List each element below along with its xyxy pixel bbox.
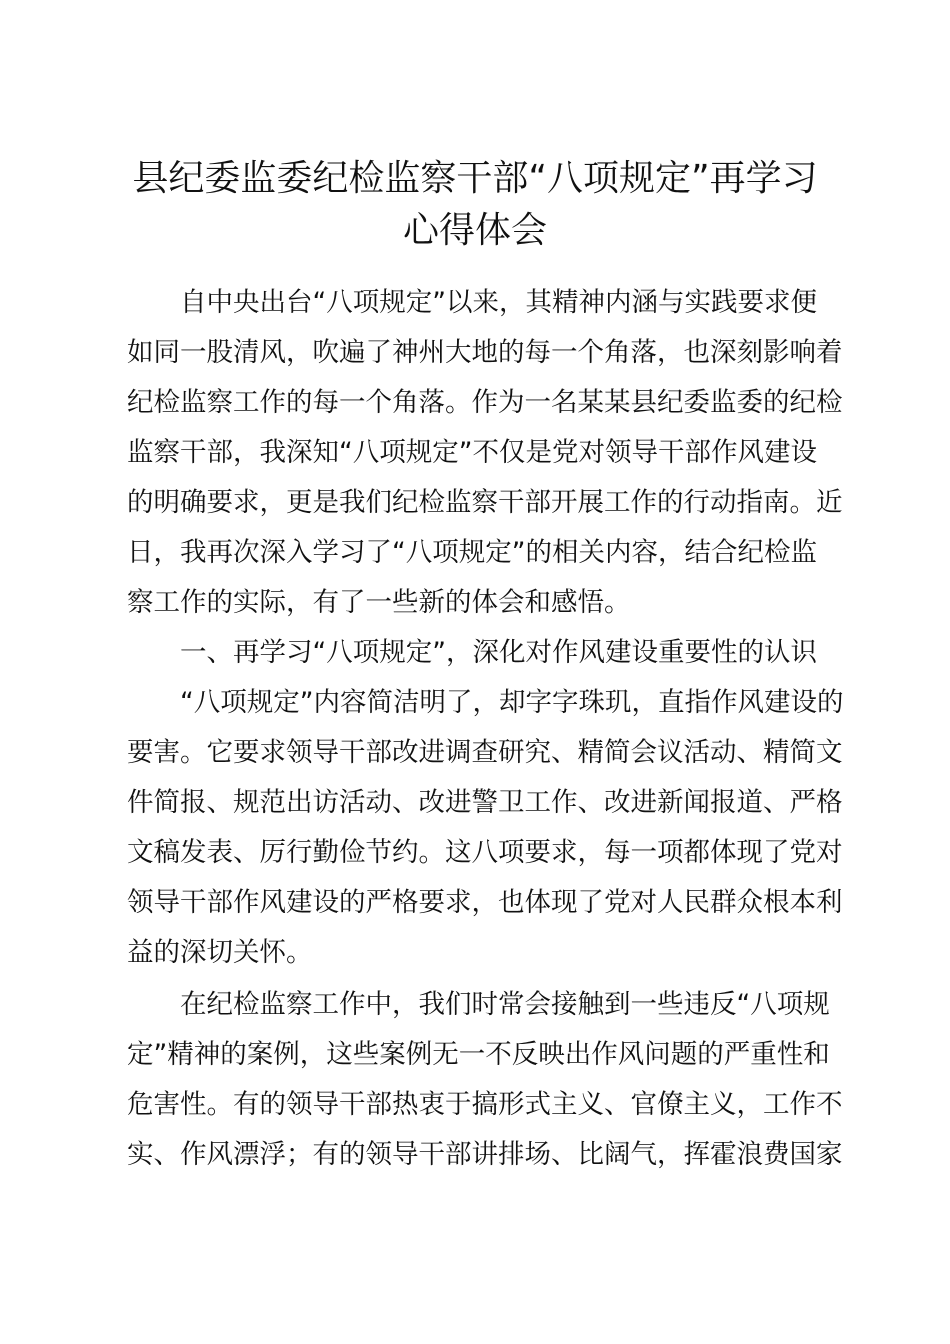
paragraph-line: 自中央出台“八项规定”以来，其精神内涵与实践要求便	[180, 287, 817, 318]
paragraph-line: 文稿发表、厉行勤俭节约。这八项要求，每一项都体现了党对	[127, 837, 843, 868]
paragraph-line: 监察干部，我深知“八项规定”不仅是党对领导干部作风建设	[127, 437, 817, 468]
section-heading: 一、再学习“八项规定”，深化对作风建设重要性的认识	[180, 637, 817, 668]
paragraph-line: 定”精神的案例，这些案例无一不反映出作风问题的严重性和	[127, 1039, 830, 1070]
paragraph-line: 要害。它要求领导干部改进调查研究、精简会议活动、精简文	[127, 737, 843, 768]
paragraph-line: 件简报、规范出访活动、改进警卫工作、改进新闻报道、严格	[127, 787, 843, 818]
paragraph-line: 危害性。有的领导干部热衷于搞形式主义、官僚主义，工作不	[127, 1089, 843, 1120]
paragraph-line: 在纪检监察工作中，我们时常会接触到一些违反“八项规	[180, 989, 830, 1020]
paragraph-line: 纪检监察工作的每一个角落。作为一名某某县纪委监委的纪检	[127, 387, 843, 418]
paragraph-line: 日，我再次深入学习了“八项规定”的相关内容，结合纪检监	[127, 537, 817, 568]
paragraph-line: 如同一股清风，吹遍了神州大地的每一个角落，也深刻影响着	[127, 337, 843, 368]
paragraph-line: 察工作的实际，有了一些新的体会和感悟。	[127, 587, 631, 618]
paragraph-line: “八项规定”内容简洁明了，却字字珠玑，直指作风建设的	[180, 687, 844, 718]
paragraph-line: 益的深切关怀。	[127, 937, 313, 968]
paragraph-line: 实、作风漂浮；有的领导干部讲排场、比阔气，挥霍浪费国家	[127, 1139, 843, 1170]
paragraph-line: 的明确要求，更是我们纪检监察干部开展工作的行动指南。近	[127, 487, 843, 518]
document-title-line-2: 心得体会	[402, 210, 547, 251]
paragraph-line: 领导干部作风建设的严格要求，也体现了党对人民群众根本利	[127, 887, 843, 918]
document-title-line-1: 县纪委监委纪检监察干部“八项规定”再学习	[132, 158, 818, 199]
